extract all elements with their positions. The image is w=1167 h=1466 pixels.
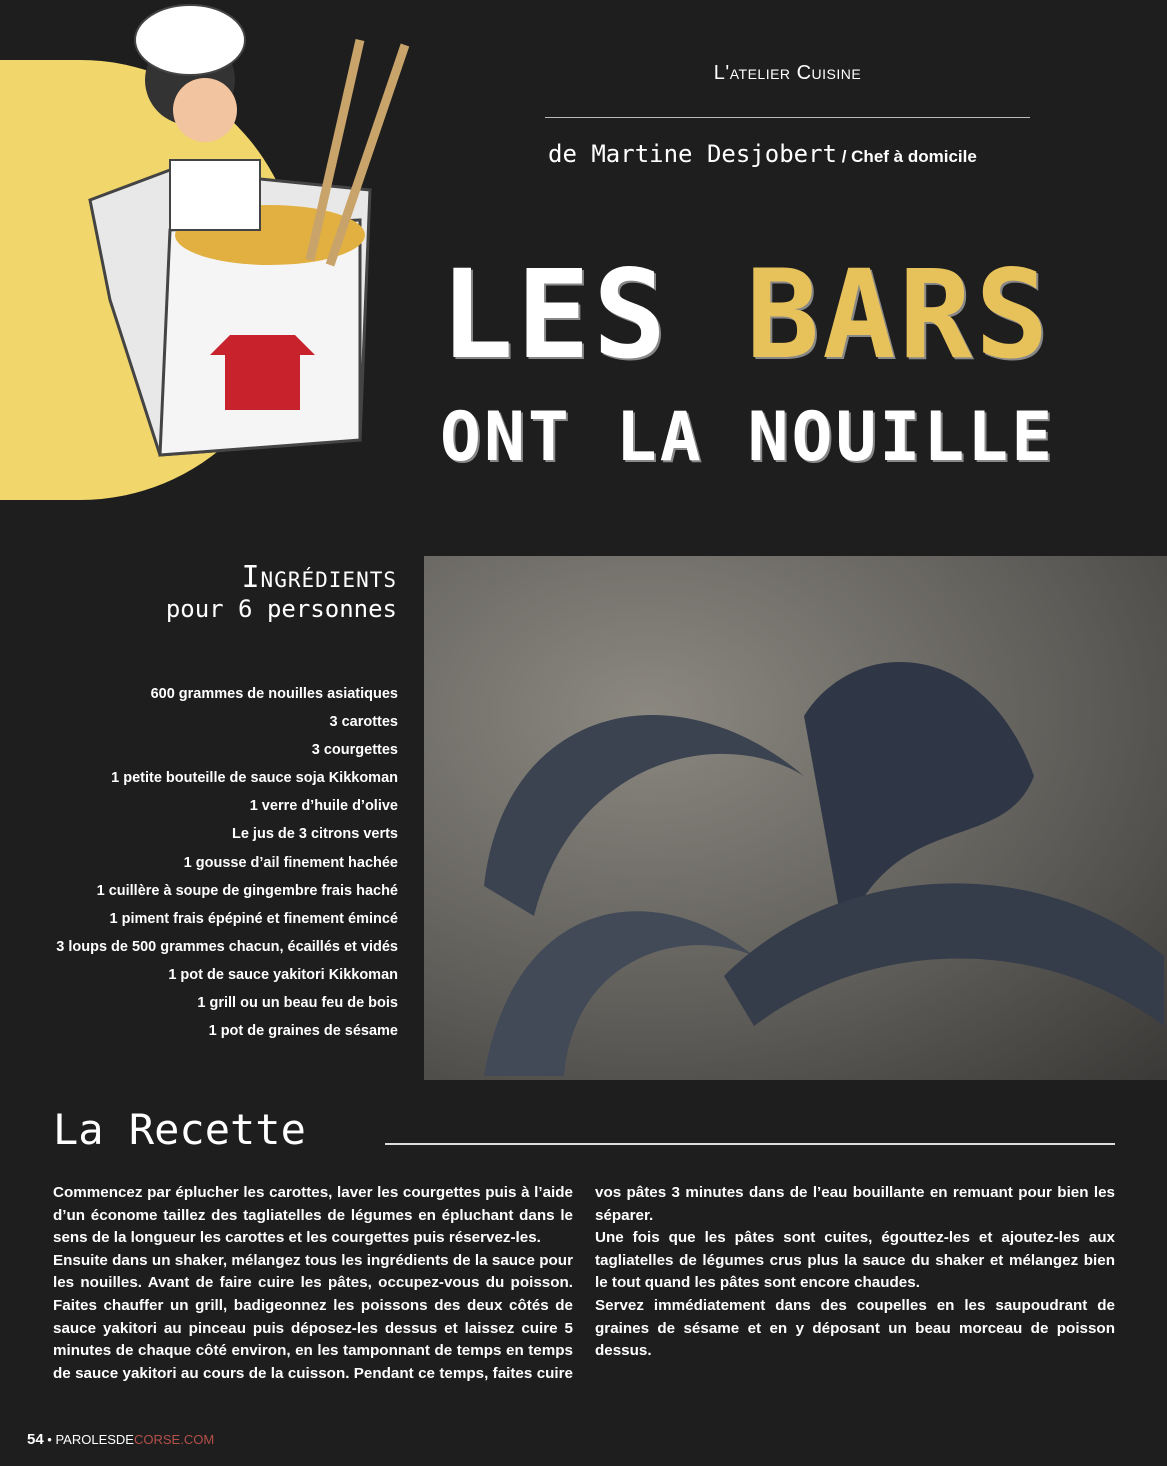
section-label: L'atelier Cuisine — [713, 62, 862, 84]
byline — [548, 140, 1068, 168]
recipe-paragraph: Une fois que les pâtes sont cuites, égouttez-les et ajoutez-les aux tagliatelles de légumes crus plus la sauce du shaker et mélangez bien le tout quand les pâtes sont encore chaudes. — [595, 1229, 1115, 1292]
ingredients-list — [10, 680, 398, 1045]
ingredient: 1 piment frais épépiné et finement émincé — [109, 910, 398, 927]
ingredient: 1 verre d’huile d’olive — [249, 798, 398, 815]
chef-noodle-box-illustration — [60, 0, 420, 470]
divider — [545, 117, 1030, 118]
ingredient: 3 courgettes — [311, 742, 398, 759]
ingredient: 3 loups de 500 grammes chacun, écaillés et vidés — [56, 938, 398, 955]
ingredient: 3 carottes — [329, 714, 398, 731]
author-name: de Martine Desjobert — [548, 140, 837, 168]
recipe-paragraph: Servez immédiatement dans des coupelles en les saupoudrant de graines de sésame et en y déposant un beau morceau de poisson dessus. — [595, 1296, 1115, 1360]
separator: • — [43, 1432, 56, 1447]
title-accent-word: BARS — [745, 244, 1052, 386]
ingredient: 1 pot de graines de sésame — [208, 1023, 398, 1040]
title-line-2: ONT LA NOUILLE — [440, 398, 1056, 477]
page-footer — [27, 1431, 214, 1448]
ingredients-heading — [20, 560, 397, 623]
ingredient: 1 grill ou un beau feu de bois — [197, 995, 398, 1012]
grilled-fish-photo — [424, 556, 1167, 1080]
ingredient: 1 cuillère à soupe de gingembre frais haché — [96, 882, 398, 899]
divider — [385, 1143, 1115, 1145]
recipe-text — [53, 1182, 1115, 1385]
ingredient: 1 petite bouteille de sauce soja Kikkoman — [111, 770, 398, 787]
site-name: PAROLESDE — [55, 1432, 134, 1447]
servings: pour 6 personnes — [165, 595, 397, 623]
ingredient: 1 pot de sauce yakitori Kikkoman — [168, 966, 398, 983]
ingredient: 600 grammes de nouilles asiatiques — [150, 686, 398, 702]
recipe-paragraph: Commencez par éplucher les carottes, laver les courgettes puis à l’aide d’un économe taillez des tagliatelles de légumes en épluchant dans le sens de la longueur les carottes et les courgettes puis réservez-les. — [53, 1184, 573, 1247]
ingredient: 1 gousse d’ail finement hachée — [183, 854, 398, 871]
author-role: / Chef à domicile — [836, 147, 977, 166]
ingredients-title: Ingrédients — [241, 560, 397, 595]
recipe-heading: La Recette — [53, 1105, 306, 1154]
ingredient: Le jus de 3 citrons verts — [231, 826, 398, 843]
page-number: 54 — [27, 1431, 44, 1448]
site-name-accent: CORSE.COM — [133, 1432, 215, 1447]
title-line-1 — [440, 240, 1100, 390]
recipe-paragraph: Ensuite dans un shaker, mélangez tous les ingrédients de la sauce pour les nouilles. Avant de faire cuire les pâtes, occupez-vous du poisson. Faites chauffer un grill, badigeonnez les poissons des deux côtés de sauce yakitori au pinceau puis déposez-les dessus et laissez cuire 5 minutes de chaque côté environ, en les tamponnant de temps en temps de sauce yakitori au cours de la cuisson. Pendant ce temps, faites cuire vos pâtes 3 minutes dans de l’eau bouillante en remuant pour bien les séparer. — [53, 1184, 1115, 1382]
title-word: LES — [440, 244, 746, 386]
